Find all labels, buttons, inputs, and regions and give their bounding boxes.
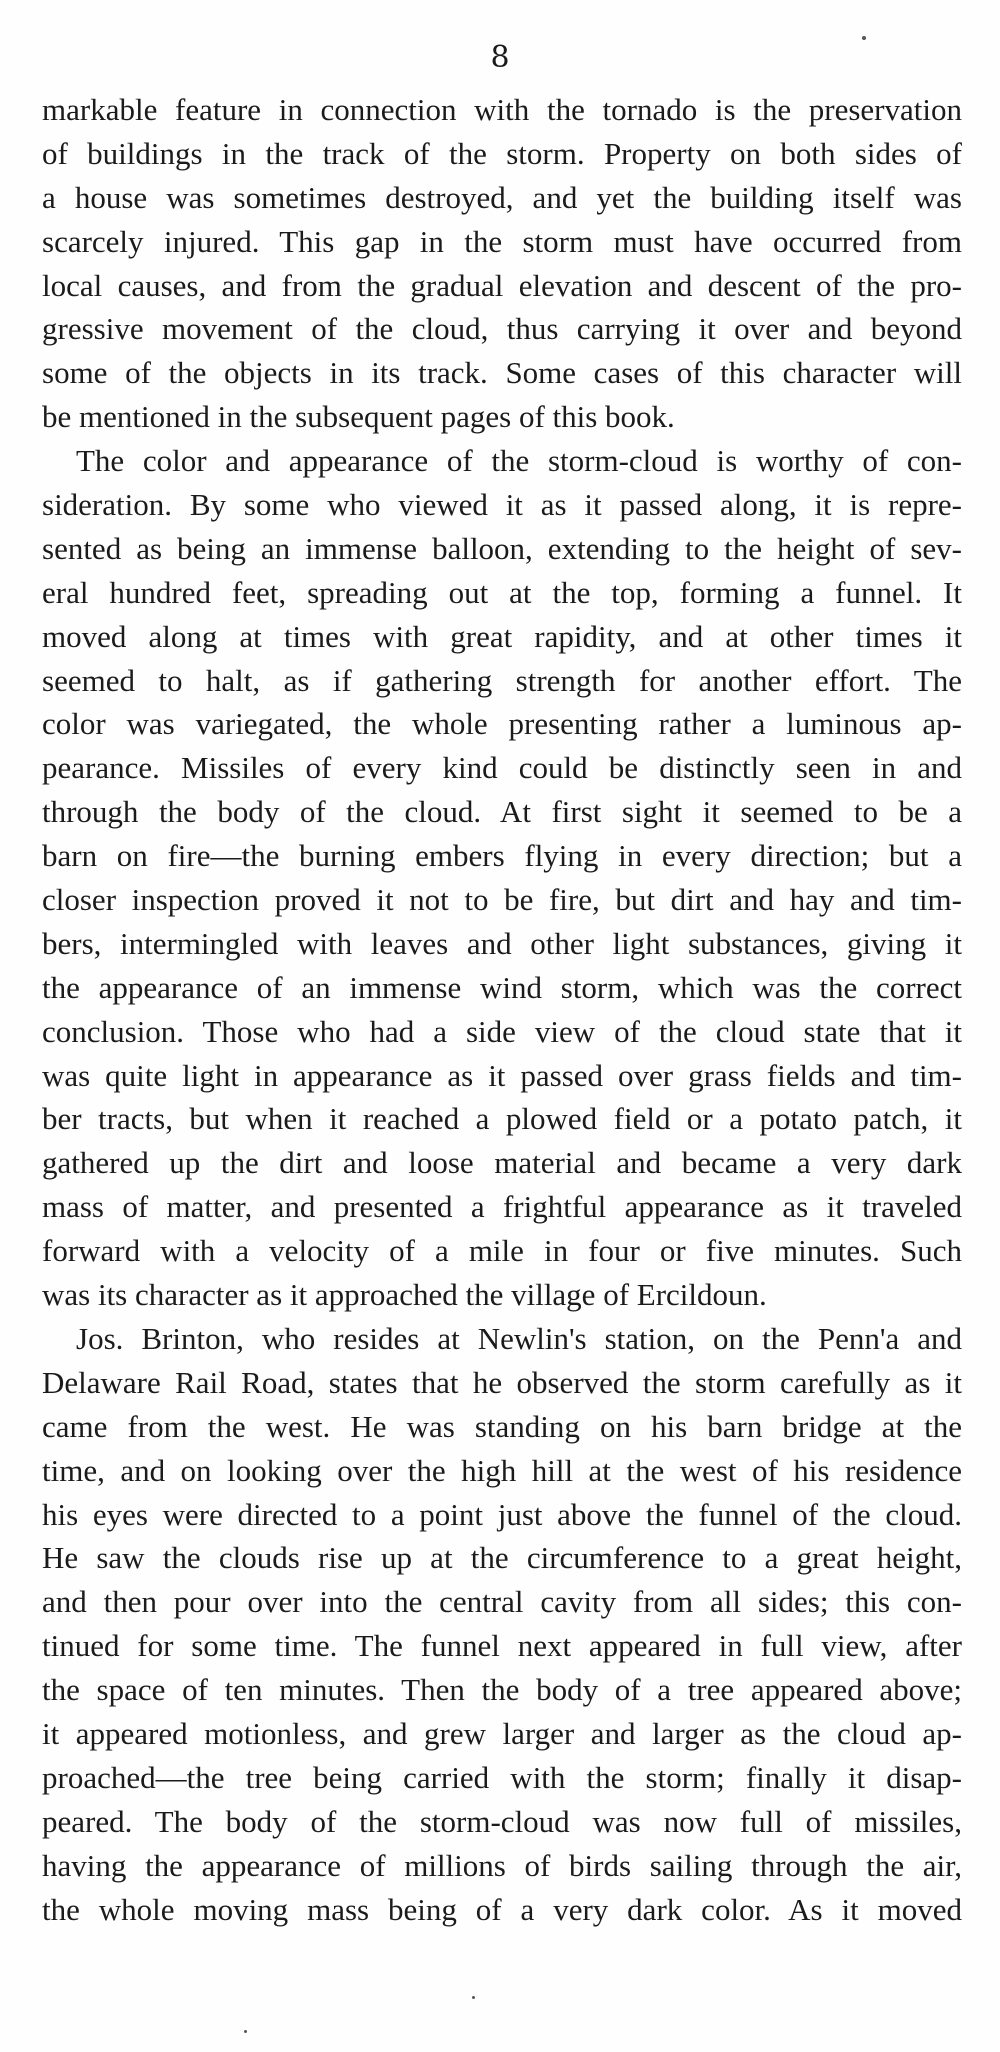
text-line: peared. The body of the storm-cloud was now full of missiles, (42, 1803, 962, 1839)
text-line: tinued for some time. The funnel next appeared in full view, after (42, 1628, 962, 1664)
text-line: sented as being an immense balloon, extending to the height of sev- (42, 530, 962, 566)
text-line: through the body of the cloud. At first sight it seemed to be a (42, 794, 962, 830)
text-line: be mentioned in the subsequent pages of this book. (42, 399, 675, 435)
text-line: the whole moving mass being of a very dark color. As it moved (42, 1891, 962, 1927)
text-line: pearance. Missiles of every kind could be distinctly seen in and (42, 750, 962, 786)
text-line: ber tracts, but when it reached a plowed field or a potato patch, it (42, 1101, 962, 1137)
text-line: and then pour over into the central cavity from all sides; this con- (42, 1584, 962, 1620)
text-line: gressive movement of the cloud, thus carrying it over and beyond (42, 311, 962, 347)
text-line: seemed to halt, as if gathering strength for another effort. The (42, 662, 962, 698)
text-line: The color and appearance of the storm-cloud is worthy of con- (76, 443, 962, 479)
text-line: was quite light in appearance as it passed over grass fields and tim- (42, 1057, 962, 1093)
text-line: a house was sometimes destroyed, and yet the building itself was (42, 179, 962, 215)
text-line: sideration. By some who viewed it as it passed along, it is repre- (42, 487, 962, 523)
body-text (42, 88, 962, 1931)
page-number: 8 (490, 40, 510, 75)
text-line: barn on fire—the burning embers flying in every direction; but a (42, 838, 962, 874)
text-line: the space of ten minutes. Then the body of a tree appeared above; (42, 1672, 962, 1708)
text-line: having the appearance of millions of birds sailing through the air, (42, 1847, 962, 1883)
text-line: his eyes were directed to a point just above the funnel of the cloud. (42, 1496, 962, 1532)
text-line: scarcely injured. This gap in the storm must have occurred from (42, 223, 962, 259)
text-line: Delaware Rail Road, states that he observed the storm carefully as it (42, 1364, 962, 1400)
text-line: time, and on looking over the high hill at the west of his residence (42, 1452, 962, 1488)
text-line: proached—the tree being carried with the storm; finally it disap- (42, 1759, 962, 1795)
text-line: color was variegated, the whole presenting rather a luminous ap- (42, 706, 962, 742)
text-line: gathered up the dirt and loose material and became a very dark (42, 1145, 962, 1181)
text-line: eral hundred feet, spreading out at the top, forming a funnel. It (42, 574, 962, 610)
paragraph-2 (42, 439, 962, 1317)
text-line: moved along at times with great rapidity, and at other times it (42, 618, 962, 654)
text-line: bers, intermingled with leaves and other light substances, giving it (42, 925, 962, 961)
print-speck (862, 36, 866, 40)
text-line: the appearance of an immense wind storm, which was the correct (42, 969, 962, 1005)
paragraph-3 (42, 1317, 962, 1931)
text-line: local causes, and from the gradual elevation and descent of the pro- (42, 267, 962, 303)
text-line: forward with a velocity of a mile in four or five minutes. Such (42, 1233, 962, 1269)
text-line: Jos. Brinton, who resides at Newlin's station, on the Penn'a and (76, 1320, 962, 1356)
text-line: was its character as it approached the village of Ercildoun. (42, 1277, 767, 1313)
text-line: conclusion. Those who had a side view of the cloud state that it (42, 1013, 962, 1049)
text-line: closer inspection proved it not to be fire, but dirt and hay and tim- (42, 882, 962, 918)
text-line: some of the objects in its track. Some cases of this character will (42, 355, 962, 391)
text-line: it appeared motionless, and grew larger and larger as the cloud ap- (42, 1715, 962, 1751)
text-line: He saw the clouds rise up at the circumference to a great height, (42, 1540, 962, 1576)
text-line: mass of matter, and presented a frightful appearance as it traveled (42, 1189, 962, 1225)
text-line: markable feature in connection with the tornado is the preservation (42, 92, 962, 127)
text-line: of buildings in the track of the storm. Property on both sides of (42, 135, 962, 171)
print-speck (472, 1996, 475, 1999)
paragraph-1 (42, 88, 962, 439)
text-line: came from the west. He was standing on his barn bridge at the (42, 1408, 962, 1444)
print-speck (244, 2030, 247, 2033)
